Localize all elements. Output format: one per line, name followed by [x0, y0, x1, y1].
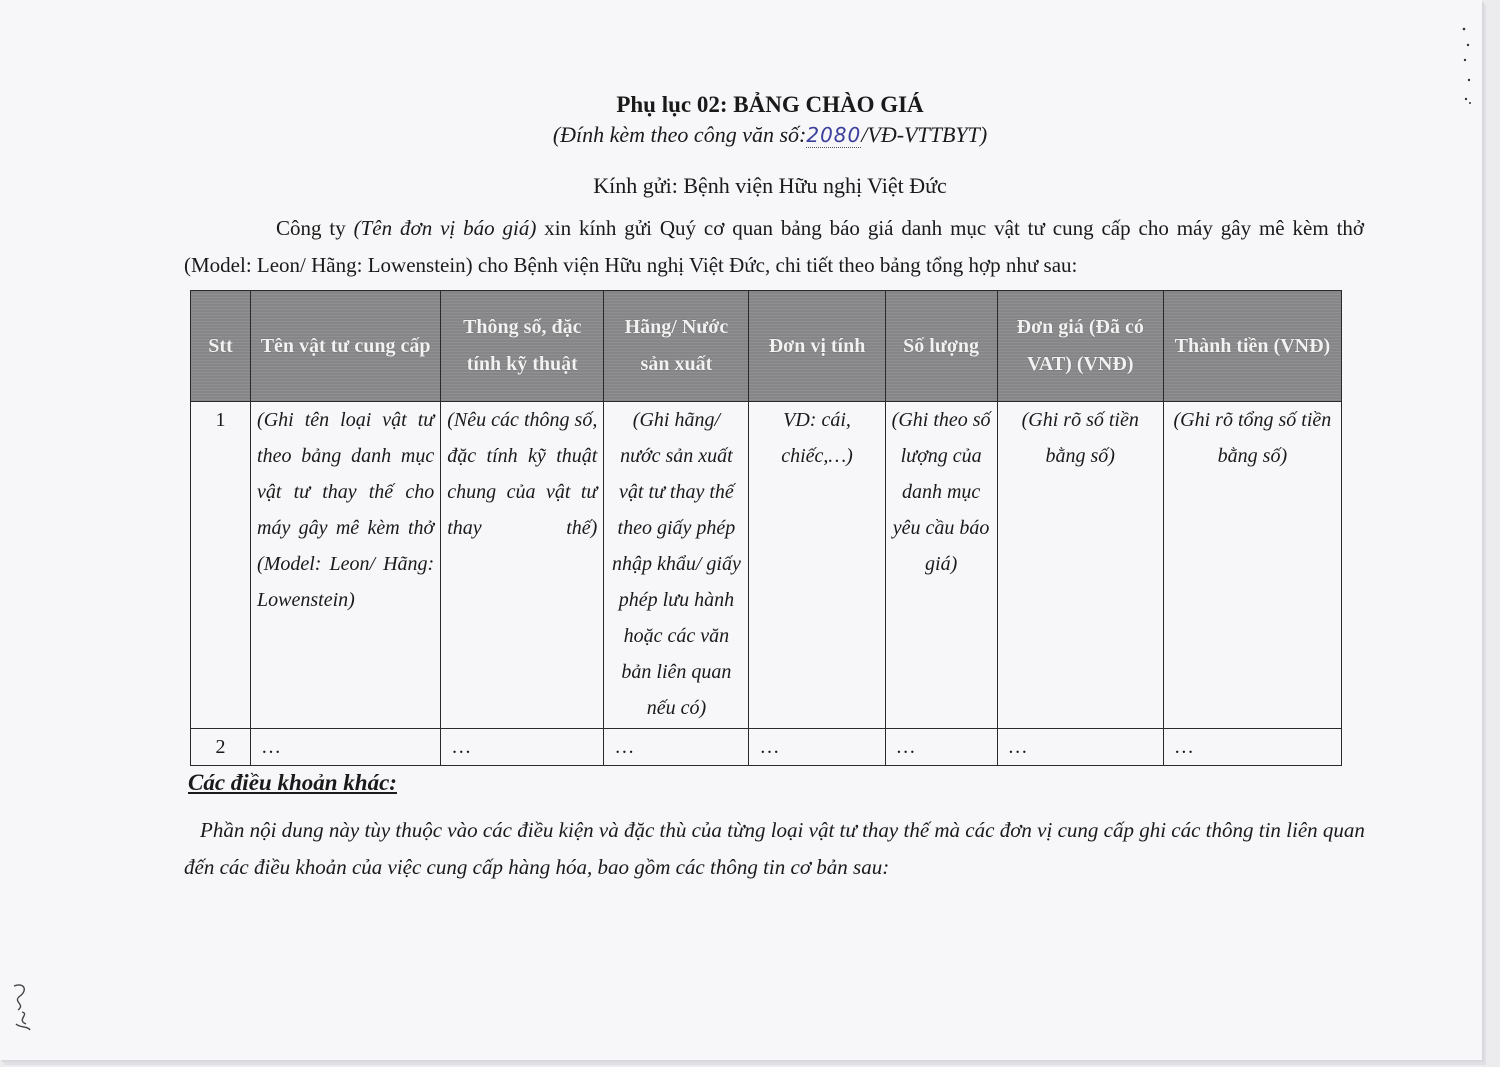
- cell-placeholder: …: [441, 729, 604, 766]
- cell-total: (Ghi rõ tổng số tiền bằng số): [1163, 402, 1341, 729]
- cell-specification: (Nêu các thông số, đặc tính kỹ thuật chung của vật tư thay thế): [441, 402, 604, 729]
- cell-unit: VD: cái, chiếc,…): [749, 402, 885, 729]
- header-unit: Đơn vị tính: [749, 291, 885, 402]
- header-item-name: Tên vật tư cung cấp: [251, 291, 441, 402]
- header-quantity: Số lượng: [885, 291, 997, 402]
- cell-placeholder: …: [749, 729, 885, 766]
- table-row: [191, 729, 1342, 766]
- cell-placeholder: …: [251, 729, 441, 766]
- other-terms-paragraph: Phần nội dung này tùy thuộc vào các điều kiện và đặc thù của từng loại vật tư thay thế mà các đơn vị cung cấp ghi các thông tin liên quan đến các điều khoản của việc cung cấp hàng hóa, bao gồm các thông tin cơ bản sau:: [184, 818, 1365, 879]
- cell-stt: 2: [191, 729, 251, 766]
- quotation-table: [190, 290, 1342, 766]
- cell-unit-price: (Ghi rõ số tiền bằng số): [997, 402, 1163, 729]
- cell-stt: 1: [191, 402, 251, 729]
- intro-paragraph: [184, 210, 1364, 284]
- other-terms-heading: Các điều khoản khác:: [188, 770, 397, 795]
- cell-placeholder: …: [604, 729, 749, 766]
- page-subtitle: [0, 122, 1500, 148]
- header-total: Thành tiền (VNĐ): [1163, 291, 1341, 402]
- handwritten-document-number: 2080: [806, 123, 862, 147]
- recipient-line: Kính gửi: Bệnh viện Hữu nghị Việt Đức: [593, 173, 947, 198]
- subtitle-suffix: /VĐ-VTTBYT): [861, 122, 988, 147]
- table-row: [191, 402, 1342, 729]
- header-unit-price: Đơn giá (Đã có VAT) (VNĐ): [997, 291, 1163, 402]
- header-stt: Stt: [191, 291, 251, 402]
- table-header-row: [191, 291, 1342, 402]
- cell-placeholder: …: [997, 729, 1163, 766]
- header-manufacturer: Hãng/ Nước sản xuất: [604, 291, 749, 402]
- cell-placeholder: …: [1163, 729, 1341, 766]
- staple-marks: [1458, 25, 1478, 115]
- cell-manufacturer: (Ghi hãng/ nước sản xuất vật tư thay thế theo giấy phép nhập khẩu/ giấy phép lưu hành hoặc các văn bản liên quan nếu có): [604, 402, 749, 729]
- intro-part1: Công ty: [276, 216, 354, 240]
- subtitle-prefix: (Đính kèm theo công văn số:: [552, 122, 807, 147]
- cell-quantity: (Ghi theo số lượng của danh mục yêu cầu báo giá): [885, 402, 997, 729]
- cell-placeholder: …: [885, 729, 997, 766]
- cell-item-name: (Ghi tên loại vật tư theo bảng danh mục vật tư thay thế cho máy gây mê kèm thở (Model: Leon/ Hãng: Lowenstein): [251, 402, 441, 729]
- intro-company-placeholder: (Tên đơn vị báo giá): [353, 216, 537, 240]
- page-title: Phụ lục 02: BẢNG CHÀO GIÁ: [616, 92, 924, 117]
- intro-part2: xin kính gửi Quý cơ quan bảng báo giá danh mục vật tư cung cấp cho máy gây mê kèm thở (Model: Leon/ Hãng: Lowenstein) cho Bệnh viện Hữu nghị Việt Đức, chi tiết theo bảng tổng hợp như sau:: [184, 216, 1365, 277]
- signature-mark: [6, 980, 40, 1032]
- header-specification: Thông số, đặc tính kỹ thuật: [441, 291, 604, 402]
